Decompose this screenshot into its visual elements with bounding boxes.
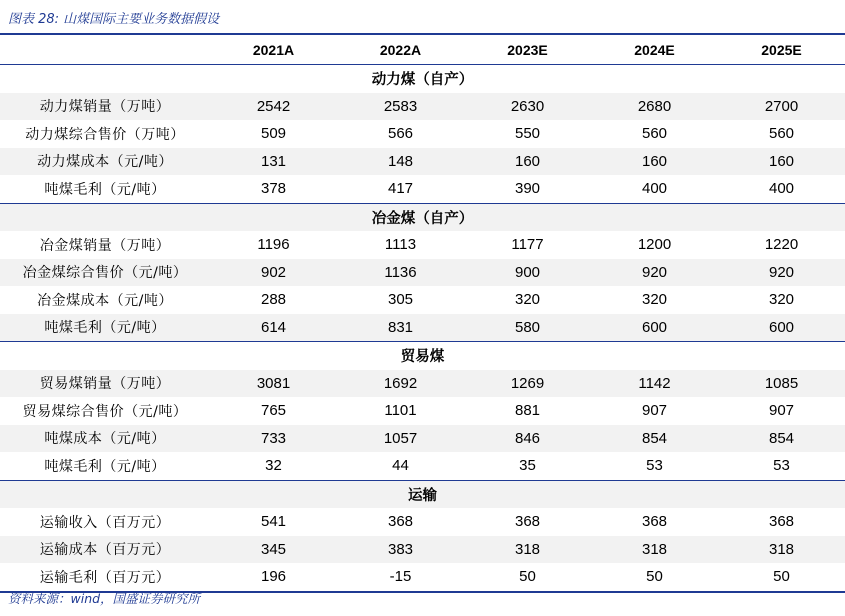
table-row bbox=[0, 259, 845, 287]
header-row bbox=[0, 35, 845, 65]
table-row bbox=[0, 452, 845, 480]
table-row bbox=[0, 93, 845, 121]
table-cell: -15 bbox=[337, 563, 464, 592]
table-cell: 1057 bbox=[337, 425, 464, 453]
row-label: 动力煤销量（万吨） bbox=[0, 93, 210, 121]
table-cell: 3081 bbox=[210, 370, 337, 398]
figure-title: 图表 28: 山煤国际主要业务数据假设 bbox=[8, 12, 220, 27]
table-cell: 902 bbox=[210, 259, 337, 287]
table-cell: 345 bbox=[210, 536, 337, 564]
table-cell: 600 bbox=[718, 314, 845, 342]
table-cell: 2700 bbox=[718, 93, 845, 121]
table-cell: 318 bbox=[718, 536, 845, 564]
table-row bbox=[0, 563, 845, 592]
table-cell: 2542 bbox=[210, 93, 337, 121]
table-cell: 378 bbox=[260, 180, 287, 198]
table-cell: 50 bbox=[591, 563, 718, 592]
table-cell: 2630 bbox=[464, 93, 591, 121]
table-row bbox=[0, 425, 845, 453]
table-cell: 160 bbox=[718, 148, 845, 176]
table-row bbox=[0, 370, 845, 398]
table-cell: 920 bbox=[591, 259, 718, 287]
table-cell: 600 bbox=[591, 314, 718, 342]
table-cell: 900 bbox=[464, 259, 591, 287]
table-cell: 1142 bbox=[591, 370, 718, 398]
row-label: 冶金煤成本（元/吨） bbox=[37, 292, 173, 309]
table-cell: 400 bbox=[768, 180, 795, 198]
table-cell: 417 bbox=[387, 180, 414, 198]
table-cell: 1220 bbox=[764, 236, 799, 254]
section-title: 冶金煤（自产） bbox=[0, 203, 845, 231]
table-cell: 50 bbox=[464, 563, 591, 592]
table-cell: 320 bbox=[514, 291, 541, 309]
table-cell: 318 bbox=[464, 536, 591, 564]
row-label: 运输成本（百万元） bbox=[0, 536, 210, 564]
table-cell: 1196 bbox=[257, 236, 290, 254]
table-row bbox=[0, 231, 845, 259]
data-table bbox=[0, 35, 845, 593]
table-cell: 1101 bbox=[384, 402, 417, 420]
table-row bbox=[0, 314, 845, 342]
table-cell: 1085 bbox=[718, 370, 845, 398]
table-cell: 390 bbox=[514, 180, 541, 198]
table-cell: 1200 bbox=[637, 236, 672, 254]
table-row bbox=[0, 286, 845, 314]
table-cell: 32 bbox=[265, 457, 282, 475]
table-cell: 44 bbox=[392, 457, 409, 475]
table-cell: 35 bbox=[519, 457, 536, 475]
table-cell: 2583 bbox=[337, 93, 464, 121]
table-cell: 846 bbox=[464, 425, 591, 453]
table-cell: 2680 bbox=[591, 93, 718, 121]
table-cell: 881 bbox=[514, 402, 541, 420]
table-cell: 305 bbox=[387, 291, 414, 309]
table-cell: 400 bbox=[641, 180, 668, 198]
table-cell: 550 bbox=[514, 125, 541, 143]
table-cell: 53 bbox=[773, 457, 790, 475]
column-header: 2023E bbox=[464, 35, 591, 65]
section-title: 动力煤（自产） bbox=[371, 72, 474, 89]
row-label: 贸易煤销量（万吨） bbox=[0, 370, 210, 398]
table-cell: 368 bbox=[768, 513, 795, 531]
row-label: 运输收入（百万元） bbox=[39, 514, 171, 531]
section-header-row bbox=[0, 342, 845, 370]
table-row bbox=[0, 175, 845, 203]
table-cell: 907 bbox=[641, 402, 668, 420]
table-cell: 288 bbox=[260, 291, 287, 309]
section-header-row bbox=[0, 65, 845, 93]
table-row bbox=[0, 120, 845, 148]
table-cell: 148 bbox=[337, 148, 464, 176]
table-cell: 560 bbox=[768, 125, 795, 143]
table-cell: 541 bbox=[260, 513, 287, 531]
table-row bbox=[0, 397, 845, 425]
table-cell: 509 bbox=[260, 125, 287, 143]
table-row bbox=[0, 508, 845, 536]
row-label: 冶金煤综合售价（元/吨） bbox=[0, 259, 210, 287]
column-header: 2024E bbox=[591, 35, 718, 65]
column-header: 2022A bbox=[337, 35, 464, 65]
table-cell: 854 bbox=[591, 425, 718, 453]
row-label: 贸易煤综合售价（元/吨） bbox=[22, 403, 188, 420]
column-header: 2025E bbox=[718, 35, 845, 65]
column-header: 2021A bbox=[210, 35, 337, 65]
table-cell: 368 bbox=[641, 513, 668, 531]
table-cell: 196 bbox=[210, 563, 337, 592]
row-label: 吨煤成本（元/吨） bbox=[0, 425, 210, 453]
section-title: 运输 bbox=[0, 480, 845, 508]
table-cell: 566 bbox=[387, 125, 414, 143]
row-label: 冶金煤销量（万吨） bbox=[39, 237, 171, 254]
table-cell: 907 bbox=[768, 402, 795, 420]
table-row bbox=[0, 148, 845, 176]
table-cell: 560 bbox=[641, 125, 668, 143]
table-cell: 1692 bbox=[337, 370, 464, 398]
row-label: 吨煤毛利（元/吨） bbox=[44, 458, 166, 475]
table-cell: 318 bbox=[591, 536, 718, 564]
table-cell: 320 bbox=[641, 291, 668, 309]
table-cell: 320 bbox=[768, 291, 795, 309]
row-label: 动力煤成本（元/吨） bbox=[0, 148, 210, 176]
table-cell: 614 bbox=[210, 314, 337, 342]
row-label: 吨煤毛利（元/吨） bbox=[44, 181, 166, 198]
table-cell: 580 bbox=[464, 314, 591, 342]
column-header bbox=[0, 35, 210, 65]
table-cell: 53 bbox=[646, 457, 663, 475]
section-title: 贸易煤 bbox=[0, 342, 845, 370]
section-header-row bbox=[0, 480, 845, 508]
table-row bbox=[0, 536, 845, 564]
table-cell: 831 bbox=[337, 314, 464, 342]
table-cell: 368 bbox=[387, 513, 414, 531]
table-cell: 383 bbox=[337, 536, 464, 564]
table-cell: 1269 bbox=[464, 370, 591, 398]
table-cell: 160 bbox=[591, 148, 718, 176]
section-header-row bbox=[0, 203, 845, 231]
table-cell: 131 bbox=[210, 148, 337, 176]
row-label: 动力煤综合售价（万吨） bbox=[25, 126, 185, 143]
row-label: 吨煤毛利（元/吨） bbox=[0, 314, 210, 342]
table-cell: 160 bbox=[464, 148, 591, 176]
table-cell: 765 bbox=[260, 402, 287, 420]
table-cell: 368 bbox=[514, 513, 541, 531]
table-cell: 920 bbox=[718, 259, 845, 287]
table-cell: 50 bbox=[718, 563, 845, 592]
table-cell: 854 bbox=[718, 425, 845, 453]
row-label: 运输毛利（百万元） bbox=[0, 563, 210, 592]
table-cell: 733 bbox=[210, 425, 337, 453]
table-cell: 1113 bbox=[384, 236, 417, 254]
source-note: 资料来源：wind，国盛证券研究所 bbox=[8, 591, 201, 606]
table-cell: 1177 bbox=[511, 236, 544, 254]
table-cell: 1136 bbox=[337, 259, 464, 287]
